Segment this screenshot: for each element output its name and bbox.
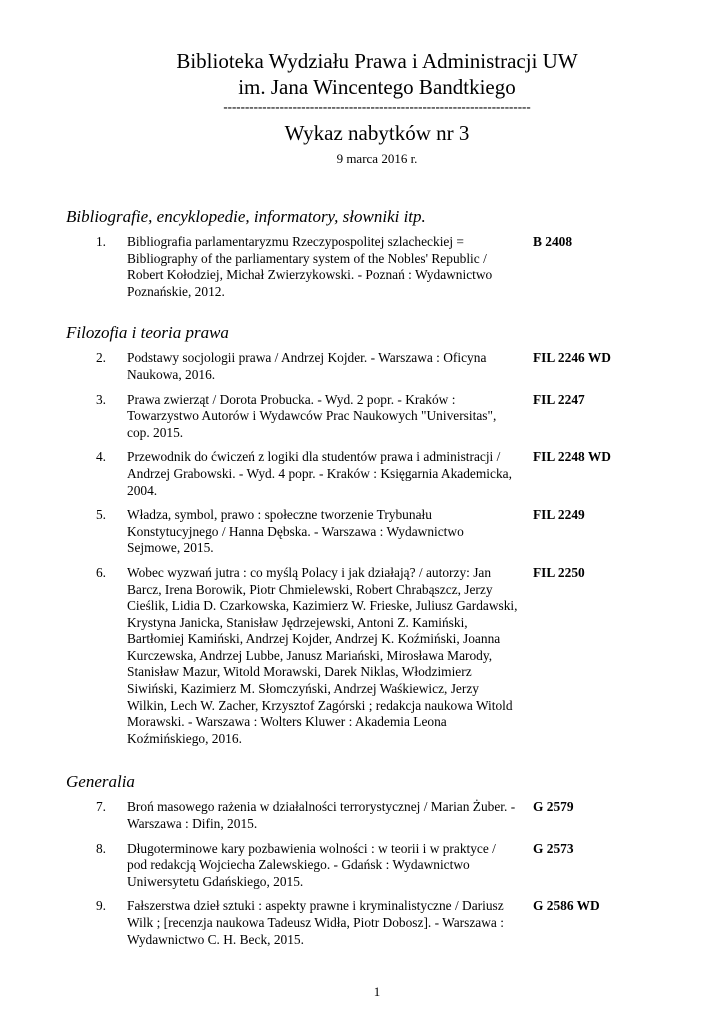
library-name: Biblioteka Wydziału Prawa i Administracji UW [176, 49, 578, 73]
entry-number: 7. [95, 799, 106, 815]
list-item [66, 234, 678, 300]
section-heading-generalia: Generalia [66, 772, 135, 792]
page-number: 1 [373, 984, 381, 999]
entry-description: Wobec wyzwań jutra : co myślą Polacy i jak działają? / autorzy: Jan Barcz, Irena Borowik, Piotr Chmielewski, Robert Chrabąszcz, Jerzy Cieślik, Lidia D. Czarkowska, Kazimierz W. Frieske, Juliusz Gardawski, Krystyna Janicka, Stanisław Jędrzejewski, Antoni Z. Kamiński, Bartłomiej Kamiński, Andrzej Kojder, Andrzej K. Koźmiński, Joanna Kurczewska, Andrzej Lubbe, Janusz Mariański, Mirosława Marody, Stanisław Mazur, Witold Morawski, Darek Niklas, Włodzimierz Siwiński, Kazimierz M. Słomczyński, Andrzej Waśkiewicz, Jerzy Wilkin, Lech W. Zacher, Krzysztof Zagórski ; redakcja naukowa Witold Morawski. - Warszawa : Wolters Kluwer : Akademia Leona Koźmińskiego, 2016. [127, 564, 518, 746]
library-patron: im. Jana Wincentego Bandtkiego [238, 75, 516, 99]
entry-shelfmark: G 2579 [533, 799, 574, 815]
entry-description: Podstawy socjologii prawa / Andrzej Kojder. - Warszawa : Oficyna Naukowa, 2016. [127, 350, 487, 382]
document-header [0, 48, 724, 168]
entry-shelfmark: B 2408 [533, 234, 573, 249]
entry-number: 5. [95, 507, 106, 523]
list-item [66, 565, 678, 748]
entry-number: 2. [95, 350, 106, 366]
entry-number: 6. [95, 564, 106, 580]
entry-description: Broń masowego rażenia w działalności terrorystycznej / Marian Żuber. - Warszawa : Difin, 2015. [127, 799, 516, 832]
list-item [66, 507, 678, 557]
list-item [66, 449, 678, 499]
list-item [66, 841, 678, 891]
entry-number: 8. [95, 840, 106, 856]
entry-number: 9. [95, 898, 106, 914]
entry-number: 4. [95, 449, 106, 465]
entry-shelfmark: FIL 2246 WD [533, 350, 611, 366]
entry-shelfmark: FIL 2248 WD [533, 449, 611, 465]
list-item [66, 799, 678, 832]
list-title: Wykaz nabytków nr 3 [284, 121, 470, 145]
entry-shelfmark: FIL 2249 [533, 507, 585, 523]
entry-description: Prawa zwierząt / Dorota Probucka. - Wyd. 2 popr. - Kraków : Towarzystwo Autorów i Wydawców Prac Naukowych "Universitas", cop. 2015. [127, 391, 497, 440]
section-heading-bibliographies: Bibliografie, encyklopedie, informatory, słowniki itp. [66, 207, 426, 226]
entry-description: Bibliografia parlamentaryzmu Rzeczypospolitej szlacheckiej = Bibliography of the parliamentary system of the Nobles' Republic / Robert Kołodziej, Michał Zwierzykowski. - Poznań : Wydawnictwo Poznańskie, 2012. [127, 234, 493, 299]
entry-description: Przewodnik do ćwiczeń z logiki dla studentów prawa i administracji / Andrzej Grabowski. - Wyd. 4 popr. - Kraków : Księgarnia Akademicka, 2004. [127, 449, 512, 498]
entry-description: Fałszerstwa dzieł sztuki : aspekty prawne i kryminalistyczne / Dariusz Wilk ; [recenzja naukowa Tadeusz Widła, Piotr Dobosz]. - Warszawa : Wydawnictwo C. H. Beck, 2015. [127, 898, 504, 947]
entry-shelfmark: FIL 2250 [533, 564, 585, 580]
entry-shelfmark: FIL 2247 [533, 391, 585, 407]
acquisitions-list [66, 206, 678, 956]
entry-description: Długoterminowe kary pozbawienia wolności : w teorii i w praktyce / pod redakcją Wojciecha Zalewskiego. - Gdańsk : Wydawnictwo Uniwersytetu Gdańskiego, 2015. [127, 840, 496, 889]
entry-number: 3. [95, 391, 106, 407]
entry-shelfmark: G 2586 WD [533, 898, 600, 914]
list-item [66, 350, 678, 383]
list-date: 9 marca 2016 r. [336, 151, 418, 166]
separator-line: ----------------------------------------------------------------------- [223, 99, 531, 114]
list-item [66, 898, 678, 948]
section-heading-philosophy: Filozofia i teoria prawa [66, 323, 229, 343]
list-item [66, 392, 678, 442]
entry-number: 1. [95, 234, 106, 249]
entry-description: Władza, symbol, prawo : społeczne tworzenie Trybunału Konstytucyjnego / Hanna Dębska. - Warszawa : Wydawnictwo Sejmowe, 2015. [127, 507, 464, 556]
entry-shelfmark: G 2573 [533, 840, 574, 856]
